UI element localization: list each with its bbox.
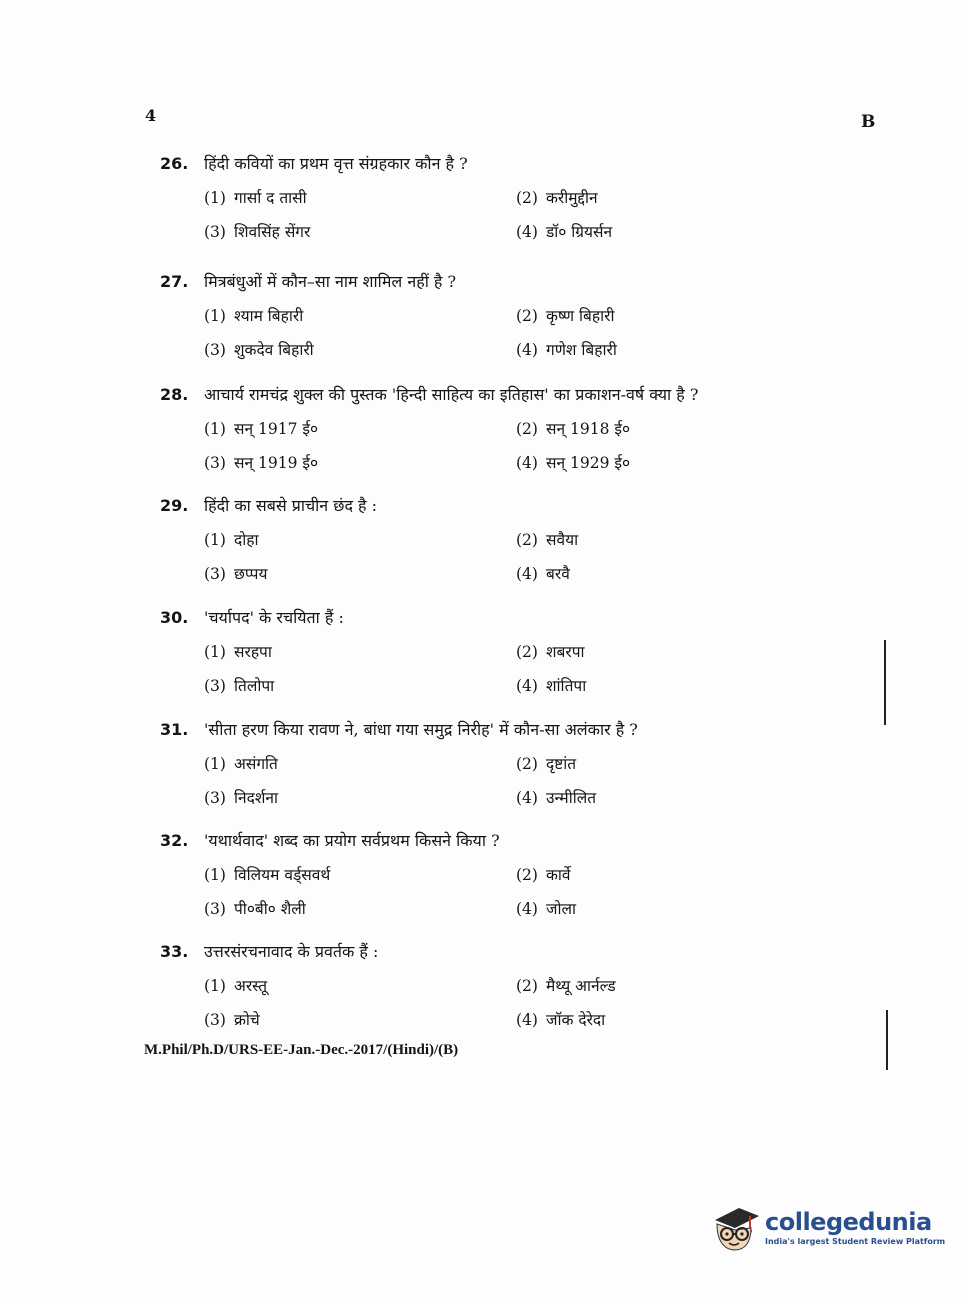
option-number: (1) xyxy=(204,307,226,325)
option-number: (1) xyxy=(204,755,226,773)
answer-option xyxy=(204,528,516,550)
question-text: 'यथार्थवाद' शब्द का प्रयोग सर्वप्रथम किसने किया ? xyxy=(204,831,500,850)
option-text: सन् 1929 ई० xyxy=(546,454,631,472)
answer-option xyxy=(204,674,516,696)
option-number: (2) xyxy=(516,531,538,549)
question-number: 28. xyxy=(160,385,189,404)
answer-option xyxy=(204,186,516,208)
answer-option xyxy=(516,304,776,326)
watermark-logo xyxy=(705,1198,945,1256)
option-text: सन् 1917 ई० xyxy=(234,420,319,438)
option-text: विलियम वर्ड्सवर्थ xyxy=(234,866,331,884)
answer-option xyxy=(516,562,776,584)
option-row xyxy=(160,786,800,808)
option-row xyxy=(160,752,800,774)
option-row xyxy=(160,863,800,885)
option-row xyxy=(160,451,800,473)
option-number: (4) xyxy=(516,1011,538,1029)
option-number: (3) xyxy=(204,223,226,241)
question-number: 32. xyxy=(160,831,189,850)
paper-code: M.Phil/Ph.D/URS-EE-Jan.-Dec.-2017/(Hindi)/(B) xyxy=(144,1042,459,1058)
option-number: (2) xyxy=(516,755,538,773)
option-text: उन्मीलित xyxy=(546,789,597,807)
question-line xyxy=(160,940,800,962)
option-number: (3) xyxy=(204,1011,226,1029)
answer-option xyxy=(516,752,776,774)
option-text: तिलोपा xyxy=(234,677,275,695)
question-27 xyxy=(160,270,800,360)
answer-option xyxy=(204,1008,516,1030)
option-text: असंगति xyxy=(234,755,278,773)
answer-option xyxy=(204,562,516,584)
question-text: उत्तरसंरचनावाद के प्रवर्तक हैं : xyxy=(204,942,379,961)
option-text: कार्वे xyxy=(546,866,571,884)
question-number: 26. xyxy=(160,154,189,173)
option-number: (4) xyxy=(516,454,538,472)
answer-option xyxy=(516,186,776,208)
answer-option xyxy=(204,752,516,774)
option-number: (2) xyxy=(516,189,538,207)
scan-margin-line xyxy=(884,640,886,725)
option-text: जॉक देरेदा xyxy=(546,1011,606,1029)
option-number: (3) xyxy=(204,900,226,918)
answer-option xyxy=(204,304,516,326)
option-number: (1) xyxy=(204,420,226,438)
option-text: शबरपा xyxy=(546,643,585,661)
watermark-tagline: India's largest Student Review Platform xyxy=(765,1237,946,1246)
option-row xyxy=(160,674,800,696)
option-number: (4) xyxy=(516,341,538,359)
answer-option xyxy=(204,338,516,360)
option-text: करीमुद्दीन xyxy=(546,189,598,207)
option-number: (1) xyxy=(204,643,226,661)
question-text: आचार्य रामचंद्र शुक्ल की पुस्तक 'हिन्दी साहित्य का इतिहास' का प्रकाशन-वर्ष क्या है ? xyxy=(204,385,699,404)
answer-option xyxy=(516,897,776,919)
option-number: (2) xyxy=(516,420,538,438)
answer-option xyxy=(516,220,776,242)
question-30 xyxy=(160,606,800,696)
answer-option xyxy=(204,897,516,919)
answer-option xyxy=(204,417,516,439)
option-text: क्रोचे xyxy=(234,1011,260,1029)
option-text: बरवै xyxy=(546,565,570,583)
option-number: (3) xyxy=(204,565,226,583)
question-31 xyxy=(160,718,800,808)
option-text: छप्पय xyxy=(234,565,268,583)
option-text: मैथ्यू आर्नल्ड xyxy=(546,977,616,995)
answer-option xyxy=(204,220,516,242)
option-row xyxy=(160,897,800,919)
option-text: शांतिपा xyxy=(546,677,587,695)
question-text: 'चर्यापद' के रचयिता हैं : xyxy=(204,608,344,627)
option-row xyxy=(160,220,800,242)
option-number: (3) xyxy=(204,454,226,472)
question-32 xyxy=(160,829,800,919)
option-row xyxy=(160,974,800,996)
option-number: (1) xyxy=(204,531,226,549)
option-text: दृष्टांत xyxy=(546,755,577,773)
question-text: मित्रबंधुओं में कौन–सा नाम शामिल नहीं है ? xyxy=(204,272,457,291)
question-number: 33. xyxy=(160,942,189,961)
answer-option xyxy=(204,451,516,473)
question-line xyxy=(160,494,800,516)
option-number: (3) xyxy=(204,341,226,359)
option-number: (1) xyxy=(204,189,226,207)
question-33 xyxy=(160,940,800,1030)
option-number: (4) xyxy=(516,789,538,807)
answer-option xyxy=(204,786,516,808)
answer-option xyxy=(516,674,776,696)
answer-option xyxy=(516,863,776,885)
option-number: (2) xyxy=(516,866,538,884)
question-text: हिंदी का सबसे प्राचीन छंद है : xyxy=(204,496,378,515)
option-number: (2) xyxy=(516,307,538,325)
option-text: पी०बी० शैली xyxy=(234,900,306,918)
option-text: सरहपा xyxy=(234,643,272,661)
answer-option xyxy=(516,417,776,439)
option-text: शुकदेव बिहारी xyxy=(234,341,314,359)
option-number: (4) xyxy=(516,565,538,583)
question-line xyxy=(160,383,800,405)
option-text: सन् 1919 ई० xyxy=(234,454,319,472)
option-text: सवैया xyxy=(546,531,579,549)
answer-option xyxy=(516,451,776,473)
option-row xyxy=(160,417,800,439)
option-text: गणेश बिहारी xyxy=(546,341,617,359)
question-number: 27. xyxy=(160,272,189,291)
option-row xyxy=(160,338,800,360)
answer-option xyxy=(516,786,776,808)
scan-margin-line xyxy=(886,1010,888,1070)
student-mascot-icon xyxy=(705,1198,763,1256)
page-number: 4 xyxy=(145,106,157,125)
question-29 xyxy=(160,494,800,584)
question-28 xyxy=(160,383,800,473)
option-text: दोहा xyxy=(234,531,259,549)
answer-option xyxy=(516,528,776,550)
option-row xyxy=(160,640,800,662)
option-text: अरस्तू xyxy=(234,977,268,995)
option-text: श्याम बिहारी xyxy=(234,307,304,325)
option-number: (4) xyxy=(516,223,538,241)
option-number: (2) xyxy=(516,977,538,995)
option-number: (1) xyxy=(204,866,226,884)
option-number: (3) xyxy=(204,789,226,807)
option-text: डॉ० ग्रियर्सन xyxy=(546,223,613,241)
option-row xyxy=(160,186,800,208)
option-text: गार्सा द तासी xyxy=(234,189,307,207)
answer-option xyxy=(516,338,776,360)
set-code: B xyxy=(861,112,876,132)
question-number: 30. xyxy=(160,608,189,627)
option-text: जोला xyxy=(546,900,577,918)
option-number: (3) xyxy=(204,677,226,695)
option-number: (2) xyxy=(516,643,538,661)
answer-option xyxy=(204,640,516,662)
answer-option xyxy=(204,974,516,996)
option-text: निदर्शना xyxy=(234,789,279,807)
question-number: 31. xyxy=(160,720,189,739)
option-text: शिवसिंह सेंगर xyxy=(234,223,311,241)
option-number: (4) xyxy=(516,900,538,918)
answer-option xyxy=(516,1008,776,1030)
question-line xyxy=(160,829,800,851)
question-line xyxy=(160,718,800,740)
question-text: हिंदी कवियों का प्रथम वृत्त संग्रहकार कौन है ? xyxy=(204,154,468,173)
question-text: 'सीता हरण किया रावण ने, बांधा गया समुद्र निरीह' में कौन-सा अलंकार है ? xyxy=(204,720,638,739)
question-line xyxy=(160,270,800,292)
option-number: (4) xyxy=(516,677,538,695)
option-row xyxy=(160,528,800,550)
option-row xyxy=(160,562,800,584)
question-line xyxy=(160,152,800,174)
answer-option xyxy=(516,974,776,996)
watermark-name: collegedunia xyxy=(765,1208,932,1236)
answer-option xyxy=(516,640,776,662)
question-26 xyxy=(160,152,800,242)
option-row xyxy=(160,304,800,326)
option-number: (1) xyxy=(204,977,226,995)
option-row xyxy=(160,1008,800,1030)
question-number: 29. xyxy=(160,496,189,515)
option-text: सन् 1918 ई० xyxy=(546,420,631,438)
question-line xyxy=(160,606,800,628)
answer-option xyxy=(204,863,516,885)
option-text: कृष्ण बिहारी xyxy=(546,307,615,325)
